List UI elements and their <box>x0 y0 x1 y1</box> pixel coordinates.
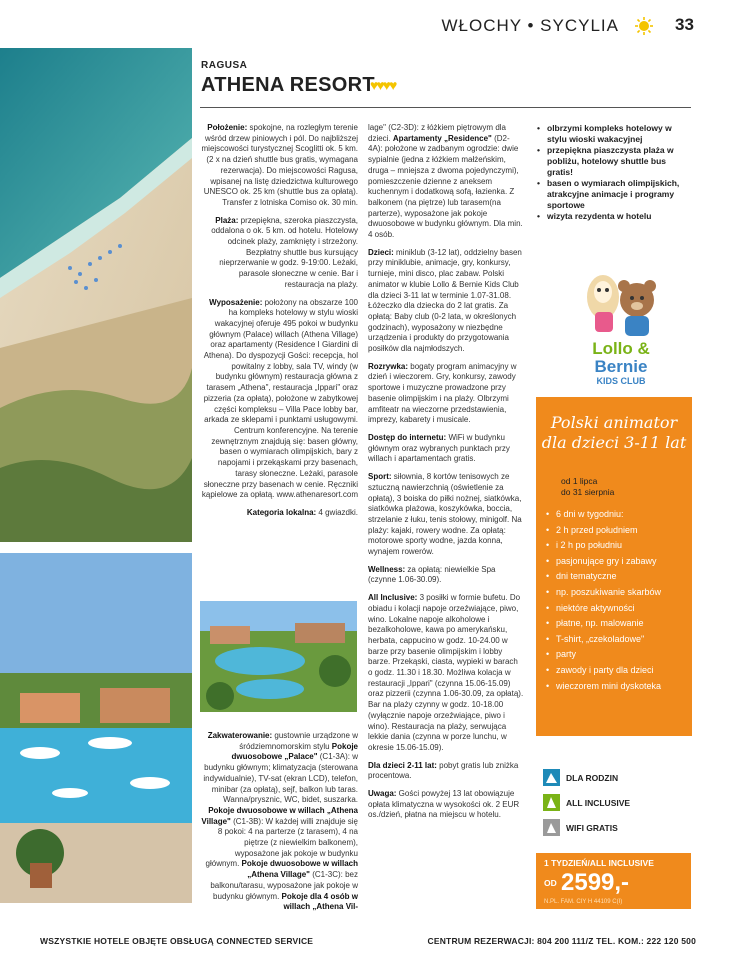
kids-box-dates: od 1 lipca do 31 sierpnia <box>561 476 615 497</box>
section-all-inclusive: All Inclusive: 3 posiłki w formie bufetu. Do obiadu i kolacji napoje orzeźwiające, piwo, wino. Lokalne napoje alkoholowe i bezalkoholowe, kawa po amerykańsku, herbata, cappucino w godz. 10-24.00 w barze przy basenie olimpijskim i lobby barze. Przekąski, ciasta, wypieki w barach o godz. 11.30 i 18.30. Możliwa kolacja w restauracji „Ippari" (czynna 15.06-15.09) oraz pizzerii (czynna 1.06-30.09, za opłatą). Bar na plaży czynny w godz. 10-18.00 (wyłącznie napoje orzeźwiające, piwo i wino). Restauracja na plaży, serwująca lekkie dania (czynna w porze lunchu, w okresie 15.06-15.09). <box>368 593 524 752</box>
beach-aerial-photo <box>0 48 192 542</box>
hotel-name: ATHENA RESORT <box>201 74 375 96</box>
list-item: • T-shirt, „czekoladowe" <box>546 632 686 648</box>
logo-line-1: Lollo & <box>592 339 650 358</box>
feature-family: DLA RODZIN <box>543 769 618 786</box>
region-label: RAGUSA <box>201 60 248 71</box>
list-item: • 6 dni w tygodniu: <box>546 507 686 523</box>
logo-line-2: Bernie <box>594 357 648 376</box>
destination-heading: WŁOCHY • SYCYLIA <box>441 16 619 35</box>
all-inclusive-icon <box>543 794 560 811</box>
section-location: Położenie: spokojne, na rozległym terenie wśród drzew piniowych i pól. Do najbliższej miejscowości turystycznej Scoglitti ok. 5 km. (2 x na dzień shuttle bus gratis, wymagana rezerwacja). Do miejscowości Ragusa, wpisanej na listę dziedzictwa kulturowego UNESCO ok. 25 km (shuttle bus za opłatą). Transfer z lotniska Comiso ok. 30 min. <box>201 123 358 207</box>
list-item: • płatne, np. malowanie <box>546 616 686 632</box>
kids-club-logo <box>575 262 667 388</box>
list-item: • np. poszukiwanie skarbów <box>546 585 686 601</box>
list-item: • dni tematyczne <box>546 569 686 585</box>
garden-villas-photo <box>200 601 357 712</box>
section-internet: Dostęp do internetu: WiFi w budynku głównym oraz wybranych punktach przy willach i apartamentach gratis. <box>368 432 510 464</box>
section-beach: Plaża: przepiękna, szeroka piaszczysta, oddalona o ok. 5 km. od hotelu. Hotelowy odcinek plaży, zamknięty i strzeżony. Bezpłatny shuttle bus kursujący nieprzerwanie w godz. 9-19:00. Leżaki, parasole słoneczne w cenie. Bar i restauracja na plaży. <box>211 215 358 289</box>
kids-box-list <box>546 507 686 694</box>
section-wellness: Wellness: za opłatą: niewielkie Spa (czynne 1.06-30.09). <box>368 564 496 585</box>
price-duration: 1 TYDZIEŃ/ALL INCLUSIVE <box>544 858 654 868</box>
section-category: Kategoria lokalna: 4 gwiazdki. <box>246 507 358 517</box>
section-rooms-cont: lage" (C2-3D): z łóżkiem piętrowym dla dzieci. Apartamenty „Residence" (D2-4A): położone w zadbanym ogrodzie: dwie sypialnie (jedna z łóżkiem małżeńskim, druga – mniejsza z dwoma pojedynczymi), pomieszczenie dzienne z aneksem kuchennym i dodatkową sofą, łazienka. Z balkonem (na piętrze) lub tarasem(na parterze), wyposażone jak pokoje dwuosobowe w budynku głównym. Dla min. 4 osób. <box>368 123 523 240</box>
highlights-list <box>535 123 691 222</box>
offer-code: N.PL. FAM. CIY H 44109 C(I) <box>544 899 623 905</box>
logo-line-3: KIDS CLUB <box>596 376 646 386</box>
section-kids-discount: Dla dzieci 2-11 lat: pobyt gratis lub zniżka procentowa. <box>368 760 519 781</box>
list-item: • zawody i party dla dzieci <box>546 663 686 679</box>
section-sport: Sport: siłownia, 8 kortów tenisowych ze sztuczną nawierzchnią (oświetlenie za opłatą), 3 boiska do piłki nożnej, siatkówka, siatkówka plażowa, koszykówka, boccia, strzelanie z łuku, tenis stołowy, minigolf. Na plaży: kajaki, rowery wodne. Za opłatą: motorowe sporty wodne, jazda konna, wynajem rowerów. <box>368 472 522 557</box>
list-item: • przepiękna piaszczysta plaża w pobliżu, hotelowy shuttle bus gratis! <box>535 145 691 178</box>
list-item: • wizyta rezydenta w hotelu <box>535 211 691 222</box>
price-prefix: OD <box>544 878 557 888</box>
list-item: • i 2 h po południu <box>546 538 686 554</box>
list-item: • niektóre aktywności <box>546 601 686 617</box>
kids-box-title: Polski animator dla dzieci 3-11 lat <box>541 413 687 452</box>
resort-pool-photo <box>0 553 192 903</box>
footer-right: CENTRUM REZERWACJI: 804 200 111/Z TEL. KOM.: 222 120 500 <box>427 936 696 946</box>
list-item: • wieczorem mini dyskoteka <box>546 679 686 695</box>
feature-all-inclusive: ALL INCLUSIVE <box>543 794 630 811</box>
footer-left: WSZYSTKIE HOTELE OBJĘTE OBSŁUGĄ CONNECTED SERVICE <box>40 936 314 946</box>
family-icon <box>543 769 560 786</box>
description-column-1-bottom <box>201 731 358 920</box>
description-column-2 <box>368 123 524 828</box>
sun-icon <box>634 16 654 36</box>
list-item: • pasjonujące gry i zabawy <box>546 554 686 570</box>
feature-wifi: WIFI GRATIS <box>543 819 618 836</box>
wifi-icon <box>543 819 560 836</box>
section-facilities: Wyposażenie: położony na obszarze 100 ha kompleks hotelowy w stylu wioski wakacyjnej oferuje 495 pokoi w budynku głównym (Palace) willach (Athena Village) oraz apartamenty (Residence I Giardini di Athena). Do dyspozycji Gości: recepcja, hol powitalny z lobby, sala TV, windy (w budynku głównym) restauracja główna z tarasem „Athena", restauracja „Ippari" oraz pizzeria (za opłatą), położone w zabytkowej części kompleksu – Villa Pace lobby bar, arkada ze sklepami i punktami usługowymi. Centrum konferencyjne. Na terenie zewnętrznym znajdują się: basen główny, basen o wymiarach olimpijskich, bary z napojami i przekąskami przy basenach, tarasy słoneczne. Leżaki, parasole słoneczne przy basenach w cenie. Ręczniki kąpielowe za opłatą. www.athenaresort.com <box>201 297 358 500</box>
section-accommodation: Zakwaterowanie: gustownie urządzone w śródziemnomorskim stylu Pokoje dwuosobowe „Palace" (C1-3A): w budynku głównym; klimatyzacja (sterowana indywidualnie), TV-sat (ekran LCD), telefon, minibar (za opłatą), sejf, balkon lub taras. Wanna/prysznic, WC, bidet, suszarka. Pokoje dwuosobowe w willach „Athena Village" (C1-3B): W każdej willi znajduje się 8 pokoi: 4 na parterze (z tarasem), 4 na piętrze (z niewielkim balkonem), wyposażone jak pokoje w budynku głównym. Pokoje dwuosobowe w willach „Athena Village" (C1-3C): bez balkonu/tarasu, wyposażone jak pokoje w budynku głównym. Pokoje dla 4 osób w willach „Athena Vil- <box>201 731 358 912</box>
price-amount: 2599,- <box>561 869 630 896</box>
price-box <box>536 853 691 909</box>
section-entertainment: Rozrywka: bogaty program animacyjny w dzień i wieczorem. Gry, konkursy, zawody sportowe i muzyczne prowadzone przy basenie olimpijskim i na plaży. Olbrzymi amfiteatr na wieczorne przedstawienia, imprezy, kabarety i musicale. <box>368 361 517 425</box>
title-divider <box>200 107 691 108</box>
rating-stars: ♥♥♥♥ <box>370 77 396 93</box>
section-note: Uwaga: Gości powyżej 13 lat obowiązuje opłata klimatyczna w wysokości ok. 2 EUR os./dzień, płatna na miejscu w hotelu. <box>368 789 520 820</box>
list-item: • basen o wymiarach olimpijskich, atrakcyjne animacje i programy sportowe <box>535 178 691 211</box>
section-kids: Dzieci: miniklub (3-12 lat), oddzielny basen przy miniklubie, animacje, gry, konkursy, turnieje, mini disco, plac zabaw. Polski animator w klubie Lollo & Bernie Kids Club dla dzieci 3-11 lat w terminie 1.07-31.08. Łóżeczko dla dziecka do 2 lat gratis. Za opłatą: Baby club (0-2 lata, w określonych godzinach), wyposażony w niezbędne urządzenia i produkty do przygotowania posiłków dla najmłodszych. <box>368 247 522 354</box>
list-item: • 2 h przed południem <box>546 523 686 539</box>
kids-animator-box <box>536 397 692 736</box>
page-number: 33 <box>675 15 694 34</box>
description-column-1 <box>201 123 358 526</box>
list-item: • olbrzymi kompleks hotelowy w stylu wioski wakacyjnej <box>535 123 691 145</box>
list-item: • party <box>546 647 686 663</box>
